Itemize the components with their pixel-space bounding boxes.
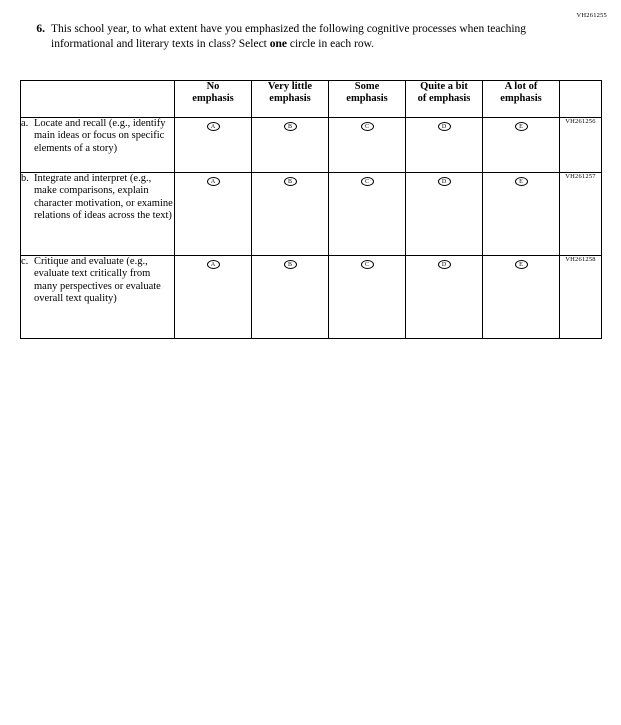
column-header-line1: No xyxy=(206,81,220,92)
radio-bubble-icon[interactable] xyxy=(207,260,220,269)
column-header-line1: Quite a bit xyxy=(420,81,468,92)
bubble-letter: C xyxy=(364,261,370,268)
column-header-quite-a-bit-of-emphasis xyxy=(406,81,483,118)
option-cell-a-a-lot-of-emphasis[interactable] xyxy=(483,118,560,173)
bubble-letter: E xyxy=(519,261,523,268)
header-id-cell xyxy=(560,81,602,118)
bubble-letter: A xyxy=(210,261,216,268)
question-text-part2: circle in each row. xyxy=(287,37,375,50)
column-header-a-lot-of-emphasis xyxy=(483,81,560,118)
option-cell-b-some-emphasis[interactable] xyxy=(329,173,406,256)
bubble-letter: E xyxy=(519,123,523,130)
bubble-letter: D xyxy=(441,178,447,185)
radio-bubble-icon[interactable] xyxy=(438,260,451,269)
header-row xyxy=(21,81,602,118)
option-cell-a-some-emphasis[interactable] xyxy=(329,118,406,173)
column-header-line2: emphasis xyxy=(500,93,542,104)
grid-header xyxy=(21,81,602,118)
column-header-line2: emphasis xyxy=(346,93,388,104)
option-cell-c-a-lot-of-emphasis[interactable] xyxy=(483,256,560,339)
bubble-letter: C xyxy=(364,123,370,130)
radio-bubble-icon[interactable] xyxy=(438,177,451,186)
row-identifier-b: VH261257 xyxy=(560,173,602,256)
bubble-letter: B xyxy=(287,261,293,268)
column-header-no-emphasis xyxy=(175,81,252,118)
radio-bubble-icon[interactable] xyxy=(207,177,220,186)
radio-bubble-icon[interactable] xyxy=(515,177,528,186)
radio-bubble-icon[interactable] xyxy=(284,260,297,269)
column-header-line2: emphasis xyxy=(269,93,311,104)
radio-bubble-icon[interactable] xyxy=(284,122,297,131)
column-header-line2: of emphasis xyxy=(417,93,471,104)
option-cell-c-very-little-emphasis[interactable] xyxy=(252,256,329,339)
option-cell-c-no-emphasis[interactable] xyxy=(175,256,252,339)
radio-bubble-icon[interactable] xyxy=(207,122,220,131)
option-cell-b-very-little-emphasis[interactable] xyxy=(252,173,329,256)
bubble-letter: D xyxy=(441,123,447,130)
bubble-letter: E xyxy=(519,178,523,185)
row-letter: b. xyxy=(21,173,29,184)
radio-bubble-icon[interactable] xyxy=(361,177,374,186)
page-identifier: VH261255 xyxy=(576,12,607,19)
question-emphasis-word: one xyxy=(269,37,287,50)
row-label-a xyxy=(21,118,175,173)
row-identifier-c: VH261258 xyxy=(560,256,602,339)
option-cell-c-some-emphasis[interactable] xyxy=(329,256,406,339)
column-header-line1: A lot of xyxy=(504,81,538,92)
question-text-part1: This school year, to what extent have you emphasized the following cognitive processes when teaching informational and literary texts in class? Select xyxy=(51,23,527,50)
table-row xyxy=(21,118,602,173)
option-cell-c-quite-a-bit-of-emphasis[interactable] xyxy=(406,256,483,339)
bubble-letter: A xyxy=(210,178,216,185)
option-cell-b-a-lot-of-emphasis[interactable] xyxy=(483,173,560,256)
row-identifier-a: VH261256 xyxy=(560,118,602,173)
row-text: Integrate and interpret (e.g., make comparisons, explain character motivation, or examine relations of ideas across the text) xyxy=(34,173,173,222)
option-cell-a-no-emphasis[interactable] xyxy=(175,118,252,173)
row-letter: c. xyxy=(21,256,29,267)
table-row xyxy=(21,256,602,339)
column-header-line1: Some xyxy=(354,81,380,92)
bubble-letter: D xyxy=(441,261,447,268)
option-cell-b-quite-a-bit-of-emphasis[interactable] xyxy=(406,173,483,256)
radio-bubble-icon[interactable] xyxy=(515,260,528,269)
header-blank-cell xyxy=(21,81,175,118)
question-number: 6. xyxy=(36,23,45,35)
column-header-very-little-emphasis xyxy=(252,81,329,118)
row-text: Locate and recall (e.g., identify main ideas or focus on specific elements of a story) xyxy=(34,118,166,154)
bubble-letter: C xyxy=(364,178,370,185)
radio-bubble-icon[interactable] xyxy=(438,122,451,131)
row-label-b xyxy=(21,173,175,256)
column-header-some-emphasis xyxy=(329,81,406,118)
bubble-letter: B xyxy=(287,123,293,130)
option-cell-a-quite-a-bit-of-emphasis[interactable] xyxy=(406,118,483,173)
radio-bubble-icon[interactable] xyxy=(284,177,297,186)
bubble-letter: B xyxy=(287,178,293,185)
grid-body xyxy=(21,118,602,339)
question-block xyxy=(27,22,527,51)
question-text xyxy=(51,22,527,51)
row-label-c xyxy=(21,256,175,339)
radio-bubble-icon[interactable] xyxy=(361,122,374,131)
column-header-line2: emphasis xyxy=(192,93,234,104)
response-grid xyxy=(20,80,602,339)
radio-bubble-icon[interactable] xyxy=(515,122,528,131)
table-row xyxy=(21,173,602,256)
column-header-line1: Very little xyxy=(267,81,313,92)
radio-bubble-icon[interactable] xyxy=(361,260,374,269)
row-letter: a. xyxy=(21,118,29,129)
row-text: Critique and evaluate (e.g., evaluate text critically from many perspectives or evaluate overall text quality) xyxy=(34,256,161,305)
bubble-letter: A xyxy=(210,123,216,130)
option-cell-a-very-little-emphasis[interactable] xyxy=(252,118,329,173)
option-cell-b-no-emphasis[interactable] xyxy=(175,173,252,256)
